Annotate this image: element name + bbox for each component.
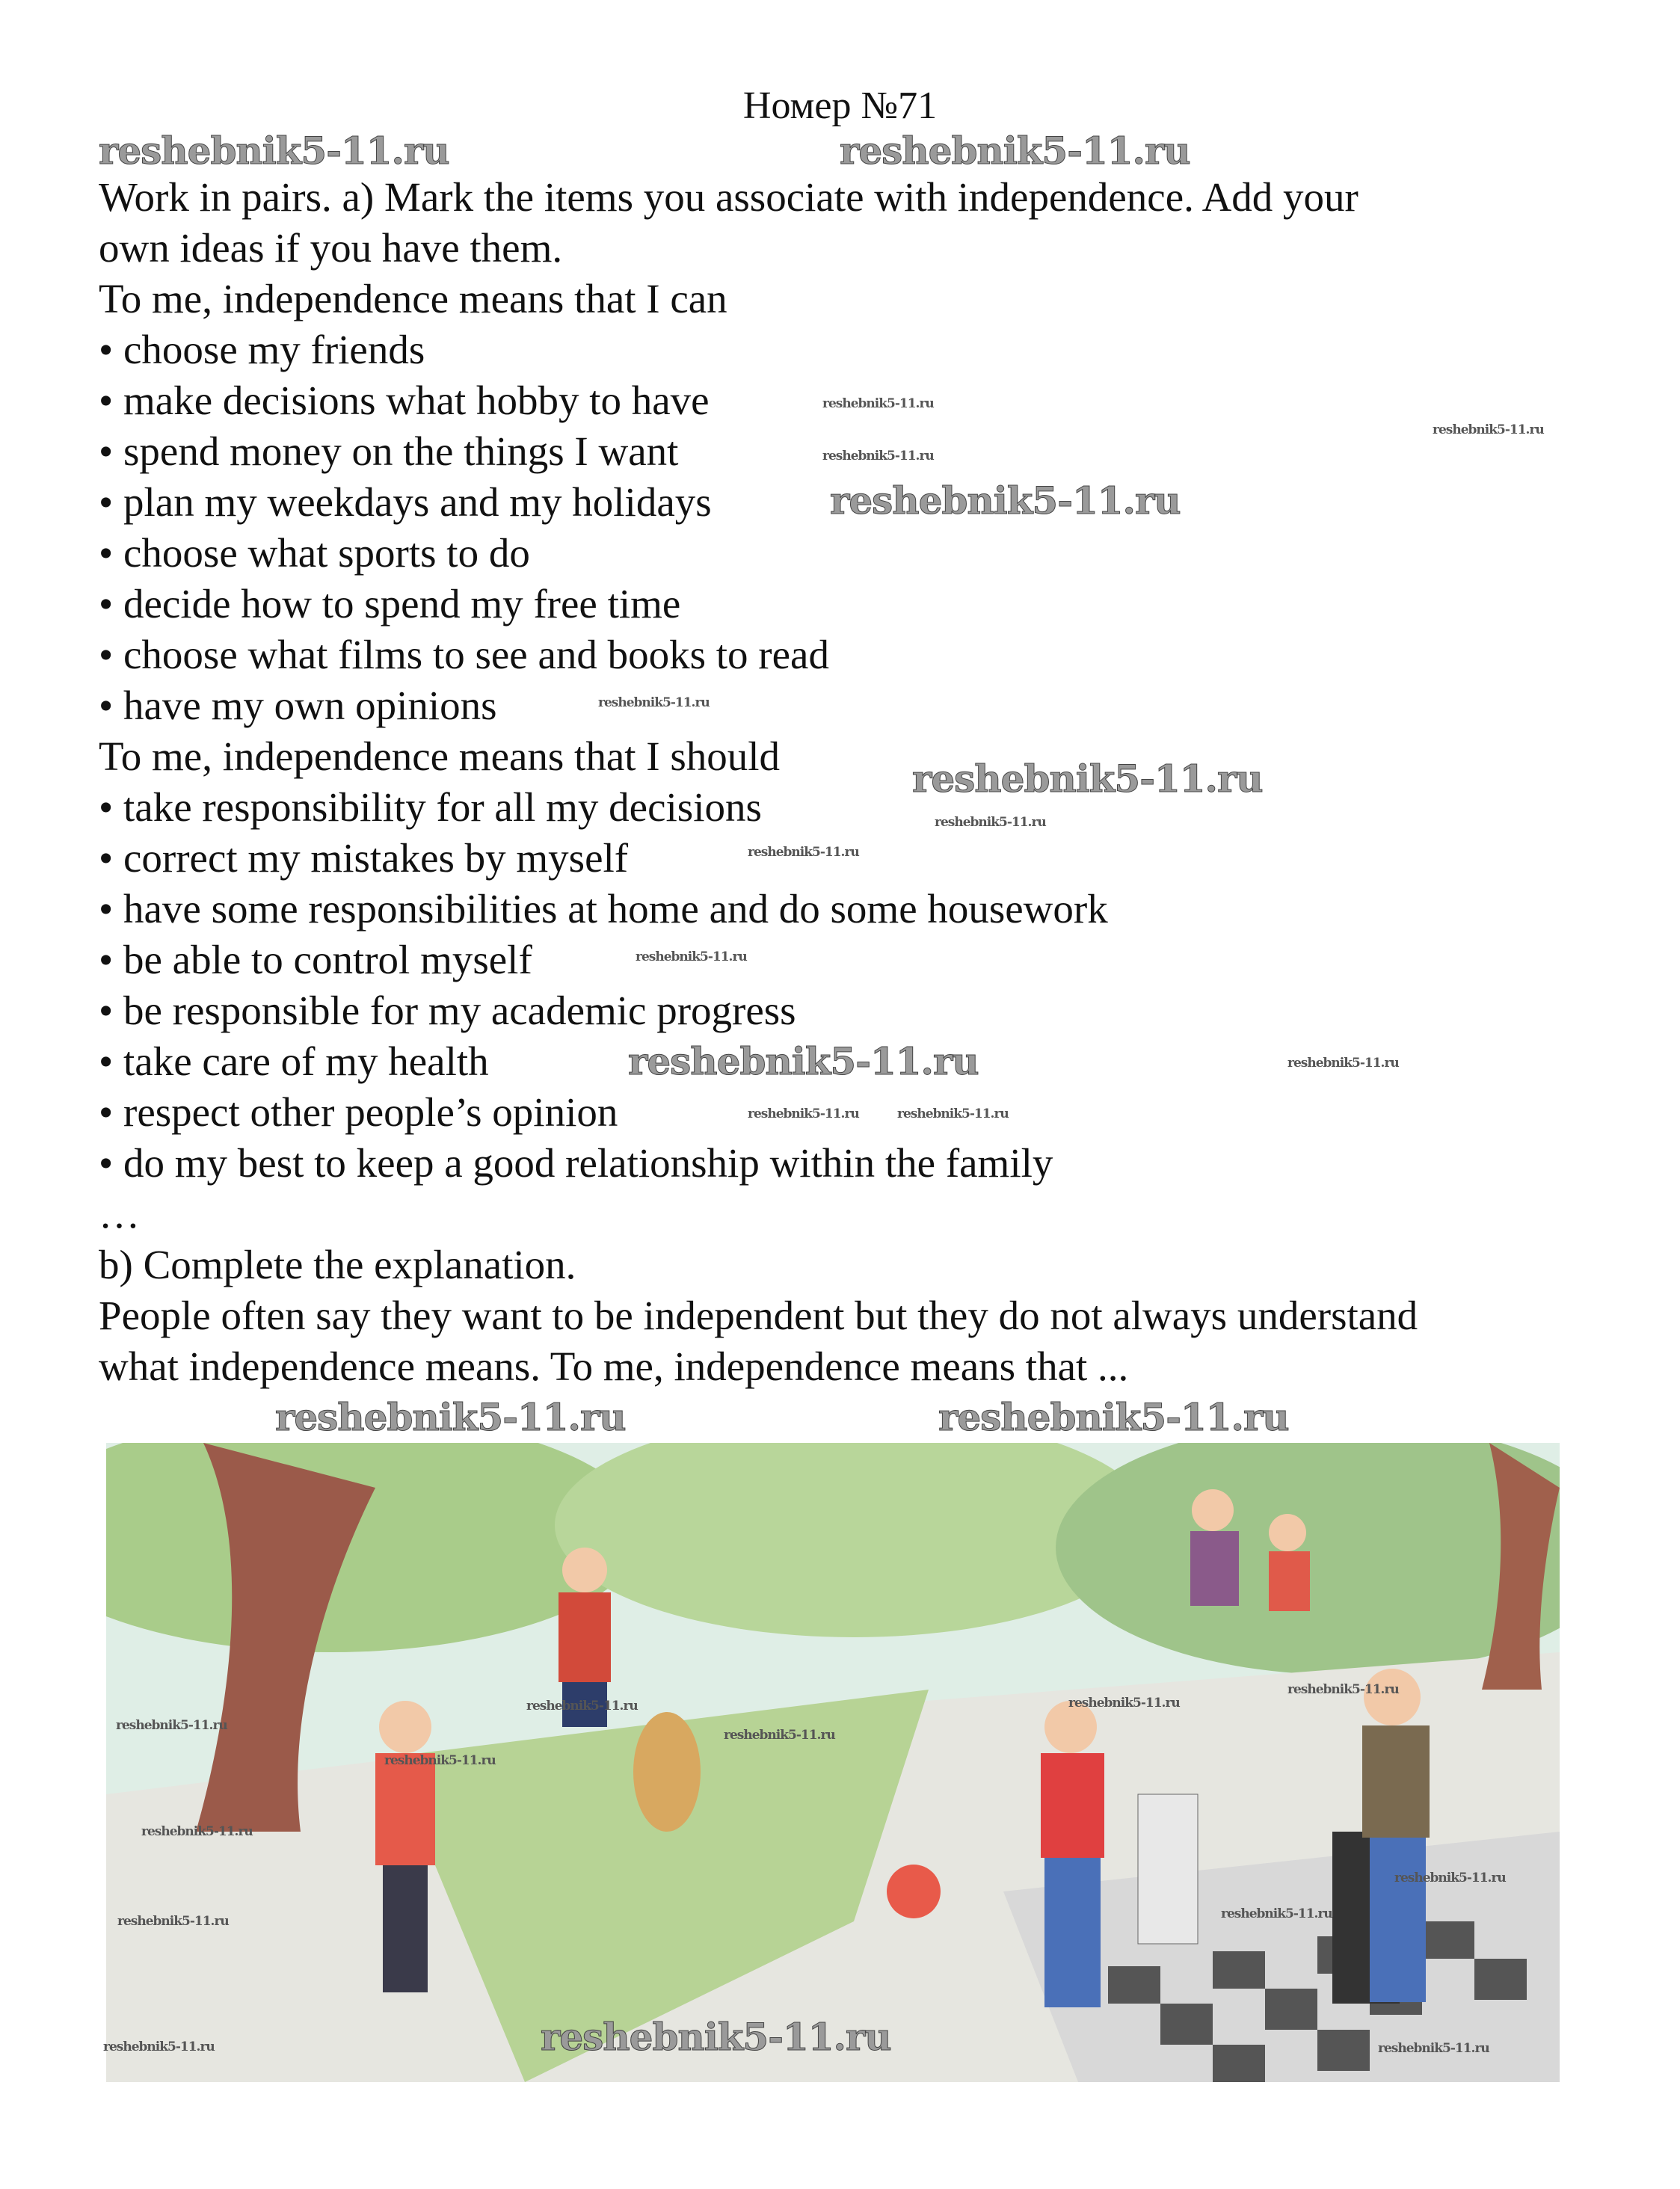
watermark: reshebnik5-11.ru	[822, 449, 934, 464]
page-title: Номер №71	[742, 84, 938, 127]
watermark: reshebnik5-11.ru	[897, 1106, 1009, 1121]
section-heading: To me, independence means that I can	[99, 276, 727, 321]
watermark: reshebnik5-11.ru	[724, 1728, 835, 1743]
instruction-line: own ideas if you have them.	[99, 225, 563, 271]
list-item: • be responsible for my academic progress	[99, 988, 796, 1033]
list-item: • plan my weekdays and my holidays	[99, 479, 712, 525]
list-item: • respect other people’s opinion	[99, 1089, 618, 1135]
paragraph-line: what independence means. To me, independence means that ...	[99, 1343, 1129, 1389]
list-item: • choose what films to see and books to read	[99, 632, 829, 677]
list-item: • correct my mistakes by myself	[99, 835, 629, 881]
watermark: reshebnik5-11.ru	[116, 1718, 227, 1733]
list-item: • choose my friends	[99, 327, 425, 372]
watermark: reshebnik5-11.ru	[99, 129, 449, 173]
watermark: reshebnik5-11.ru	[275, 1395, 626, 1439]
watermark: reshebnik5-11.ru	[830, 478, 1181, 523]
paragraph-line: People often say they want to be independent but they do not always understand	[99, 1293, 1418, 1338]
watermark: reshebnik5-11.ru	[1394, 1871, 1506, 1885]
watermark: reshebnik5-11.ru	[1287, 1682, 1399, 1697]
watermark: reshebnik5-11.ru	[840, 129, 1190, 173]
watermark: reshebnik5-11.ru	[526, 1699, 638, 1714]
watermark: reshebnik5-11.ru	[141, 1824, 253, 1839]
list-item: • decide how to spend my free time	[99, 581, 681, 626]
watermark: reshebnik5-11.ru	[117, 1914, 229, 1929]
list-item: • choose what sports to do	[99, 530, 530, 576]
watermark: reshebnik5-11.ru	[912, 757, 1263, 801]
watermark: reshebnik5-11.ru	[748, 845, 859, 860]
section-heading: b) Complete the explanation.	[99, 1242, 576, 1287]
watermark: reshebnik5-11.ru	[103, 2039, 215, 2054]
watermark: reshebnik5-11.ru	[1221, 1906, 1332, 1921]
watermark: reshebnik5-11.ru	[541, 2015, 891, 2059]
list-item: • have my own opinions	[99, 683, 497, 728]
watermark: reshebnik5-11.ru	[822, 396, 934, 411]
section-heading: To me, independence means that I should	[99, 733, 781, 779]
watermark: reshebnik5-11.ru	[1378, 2041, 1489, 2056]
watermark: reshebnik5-11.ru	[628, 1039, 979, 1083]
watermark: reshebnik5-11.ru	[384, 1753, 496, 1768]
watermark: reshebnik5-11.ru	[598, 695, 710, 710]
list-item: • take responsibility for all my decisions	[99, 784, 762, 830]
list-item: • be able to control myself	[99, 937, 532, 982]
exercise-text	[99, 172, 1594, 1392]
watermark: reshebnik5-11.ru	[748, 1106, 859, 1121]
list-item: • spend money on the things I want	[99, 428, 679, 474]
watermark: reshebnik5-11.ru	[1068, 1696, 1180, 1711]
watermark: reshebnik5-11.ru	[1287, 1056, 1399, 1071]
list-item: • take care of my health	[99, 1038, 489, 1084]
watermark: reshebnik5-11.ru	[636, 949, 747, 964]
list-item: • have some responsibilities at home and do some housework	[99, 886, 1108, 932]
list-item: • do my best to keep a good relationship within the family	[99, 1140, 1053, 1186]
watermark: reshebnik5-11.ru	[935, 815, 1046, 830]
watermark: reshebnik5-11.ru	[938, 1395, 1289, 1439]
park-illustration	[106, 1443, 1560, 2082]
watermark: reshebnik5-11.ru	[1433, 422, 1544, 437]
list-item: • make decisions what hobby to have	[99, 378, 710, 423]
instruction-line: Work in pairs. a) Mark the items you associate with independence. Add your	[99, 174, 1359, 220]
ellipsis: …	[99, 1191, 140, 1237]
